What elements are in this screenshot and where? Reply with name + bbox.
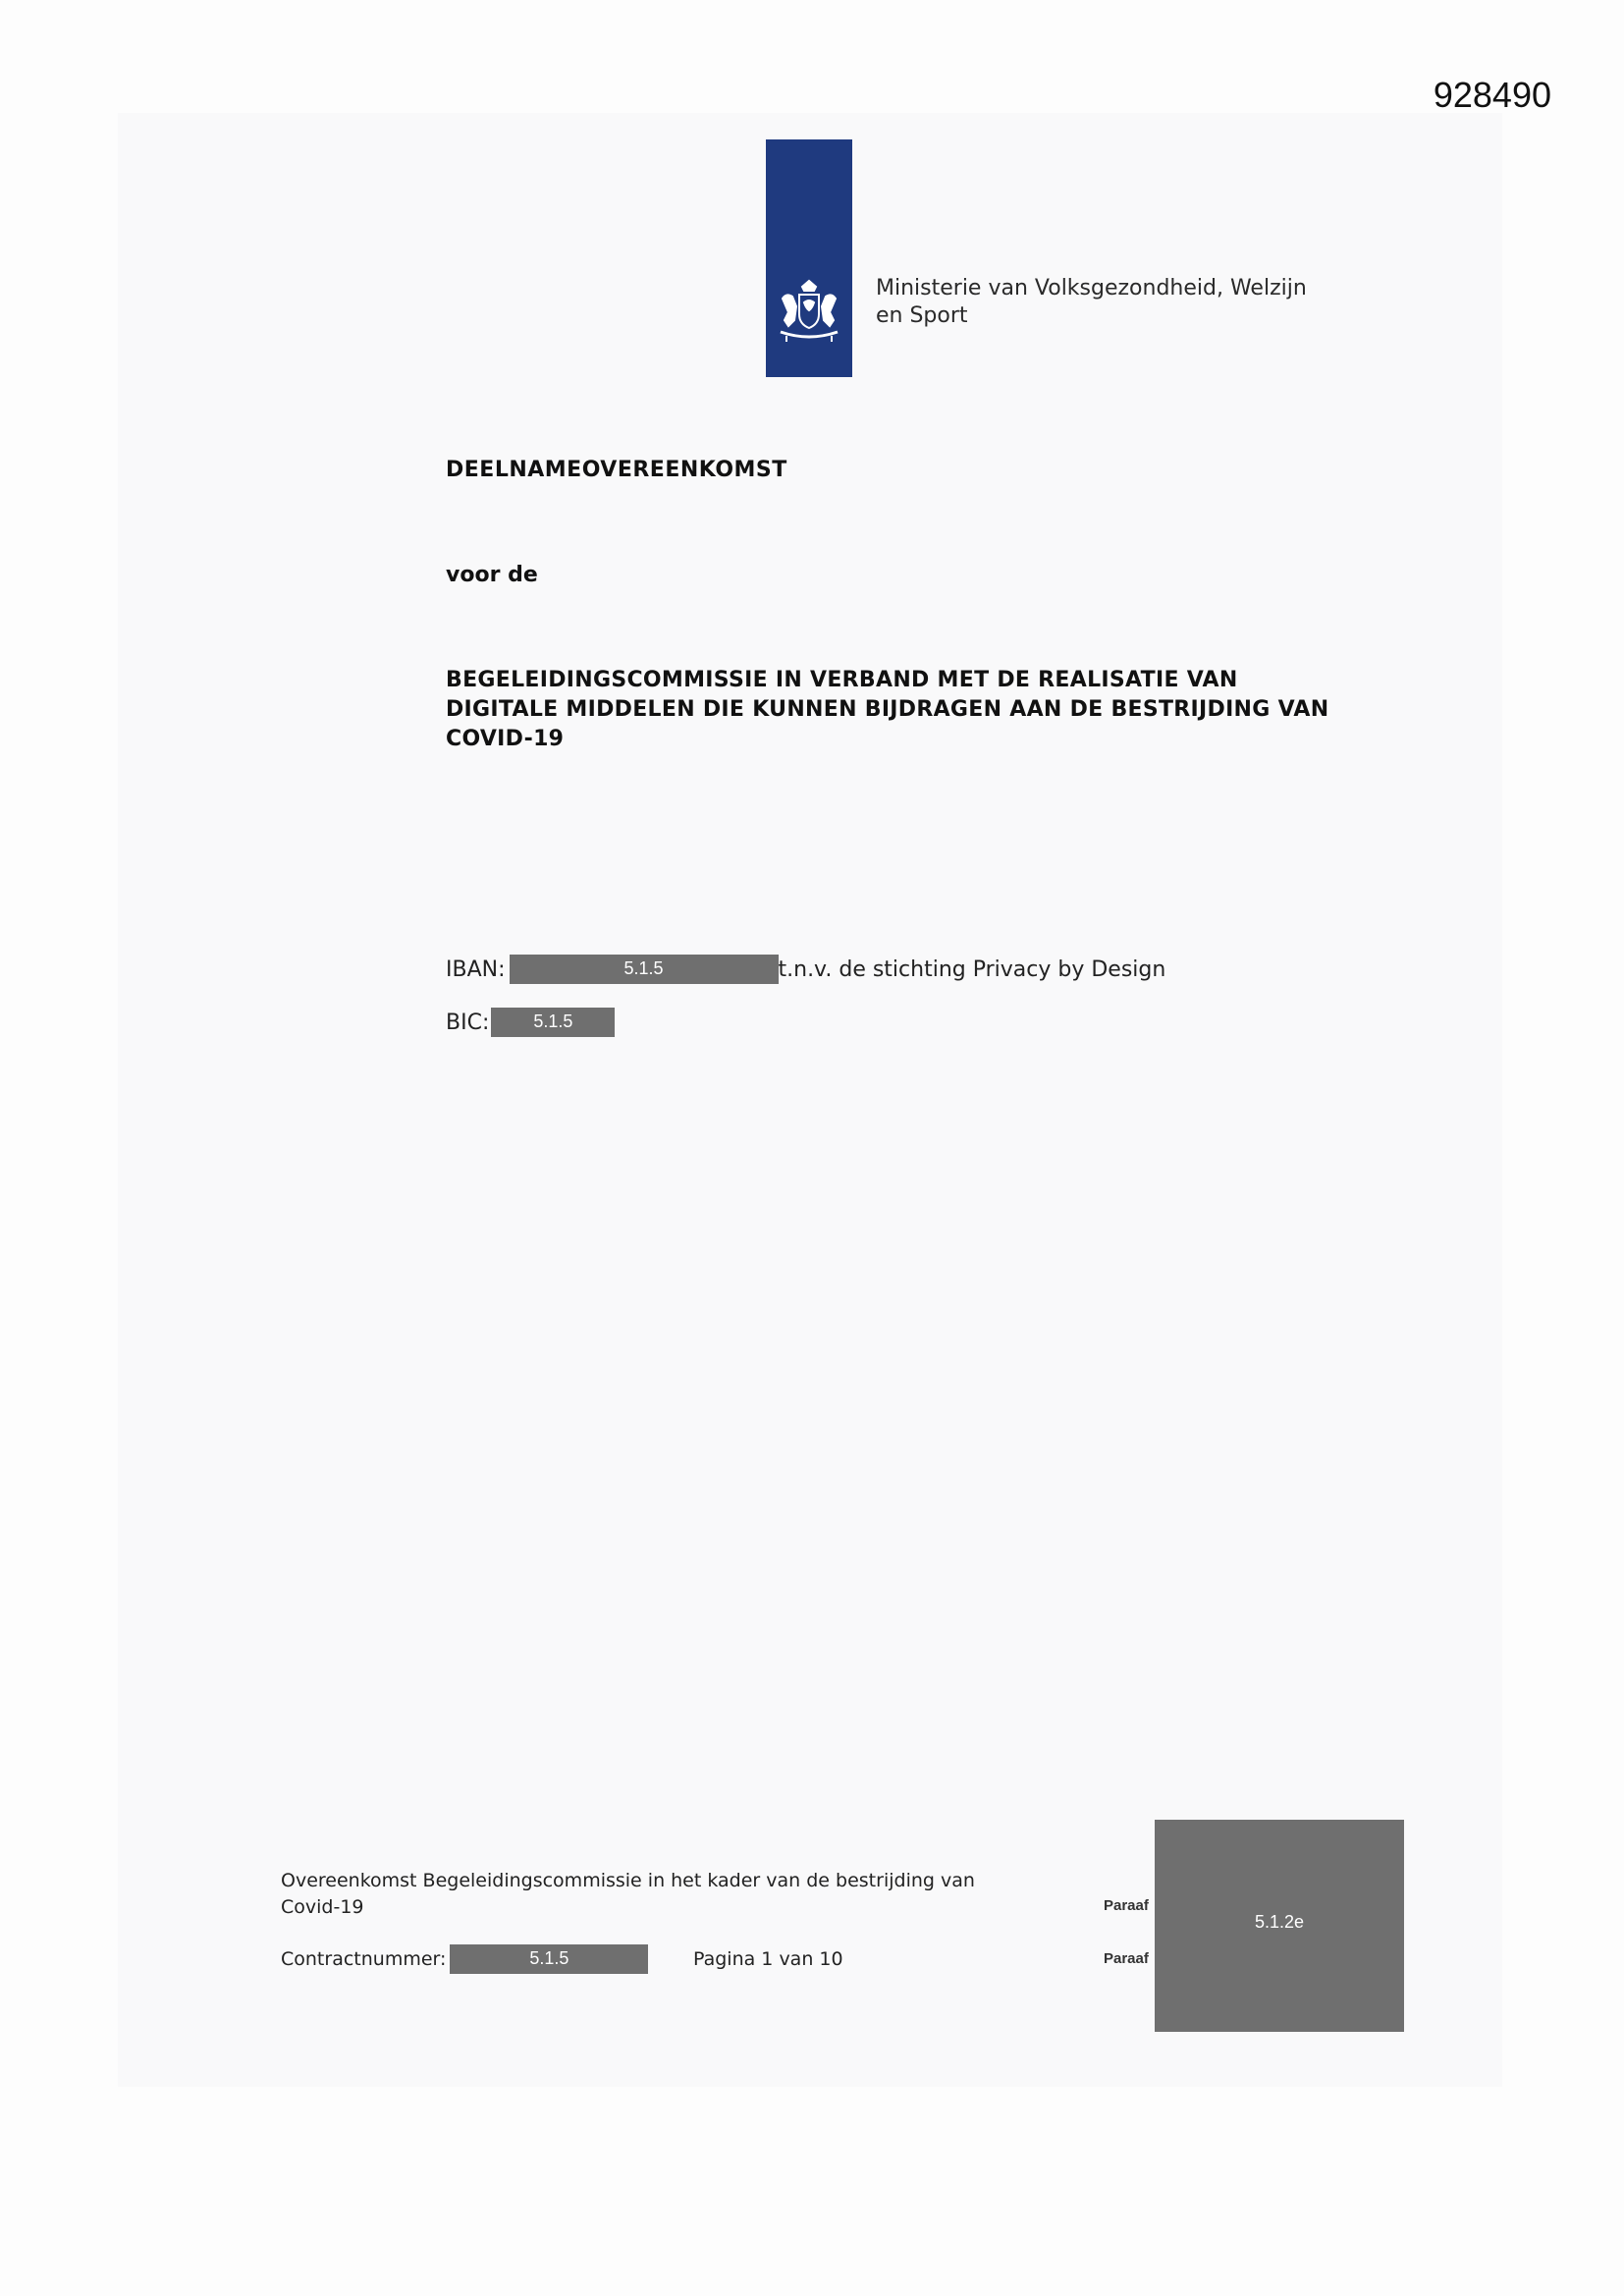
bic-label: BIC: bbox=[446, 1010, 490, 1035]
iban-label: IBAN: bbox=[446, 957, 506, 982]
bic-redaction: 5.1.5 bbox=[491, 1008, 615, 1037]
document-title: DEELNAMEOVEREENKOMST bbox=[446, 458, 787, 482]
ministry-line-2: en Sport bbox=[876, 303, 968, 328]
voor-de-label: voor de bbox=[446, 563, 538, 587]
paraaf-label-2: Paraaf bbox=[1104, 1950, 1149, 1967]
agreement-subject: BEGELEIDINGSCOMMISSIE IN VERBAND MET DE REALISATIE VAN DIGITALE MIDDELEN DIE KUNNEN BIJDRAGEN AAN DE BESTRIJDING VAN COVID-19 bbox=[446, 668, 1329, 751]
ministry-name bbox=[876, 275, 1327, 330]
ministry-line-1: Ministerie van Volksgezondheid, Welzijn bbox=[876, 276, 1307, 301]
paraaf-label-1: Paraaf bbox=[1104, 1897, 1149, 1914]
iban-account-holder: t.n.v. de stichting Privacy by Design bbox=[778, 957, 1166, 982]
page-number: Pagina 1 van 10 bbox=[693, 1948, 843, 1970]
footer-description: Overeenkomst Begeleidingscommissie in het kader van de bestrijding van Covid-19 bbox=[281, 1870, 975, 1918]
contract-label: Contractnummer: bbox=[281, 1948, 447, 1970]
coat-of-arms-icon bbox=[773, 277, 845, 350]
contract-redaction: 5.1.5 bbox=[450, 1944, 648, 1974]
rijksoverheid-logo bbox=[766, 139, 852, 377]
iban-redaction: 5.1.5 bbox=[510, 955, 779, 984]
iban-line bbox=[446, 955, 1165, 984]
bic-line bbox=[446, 1008, 615, 1037]
signature-redaction: 5.1.2e bbox=[1155, 1820, 1404, 2032]
scanned-page-area bbox=[118, 113, 1502, 2087]
contract-number-line bbox=[281, 1944, 648, 1974]
document-number: 928490 bbox=[1433, 75, 1551, 115]
